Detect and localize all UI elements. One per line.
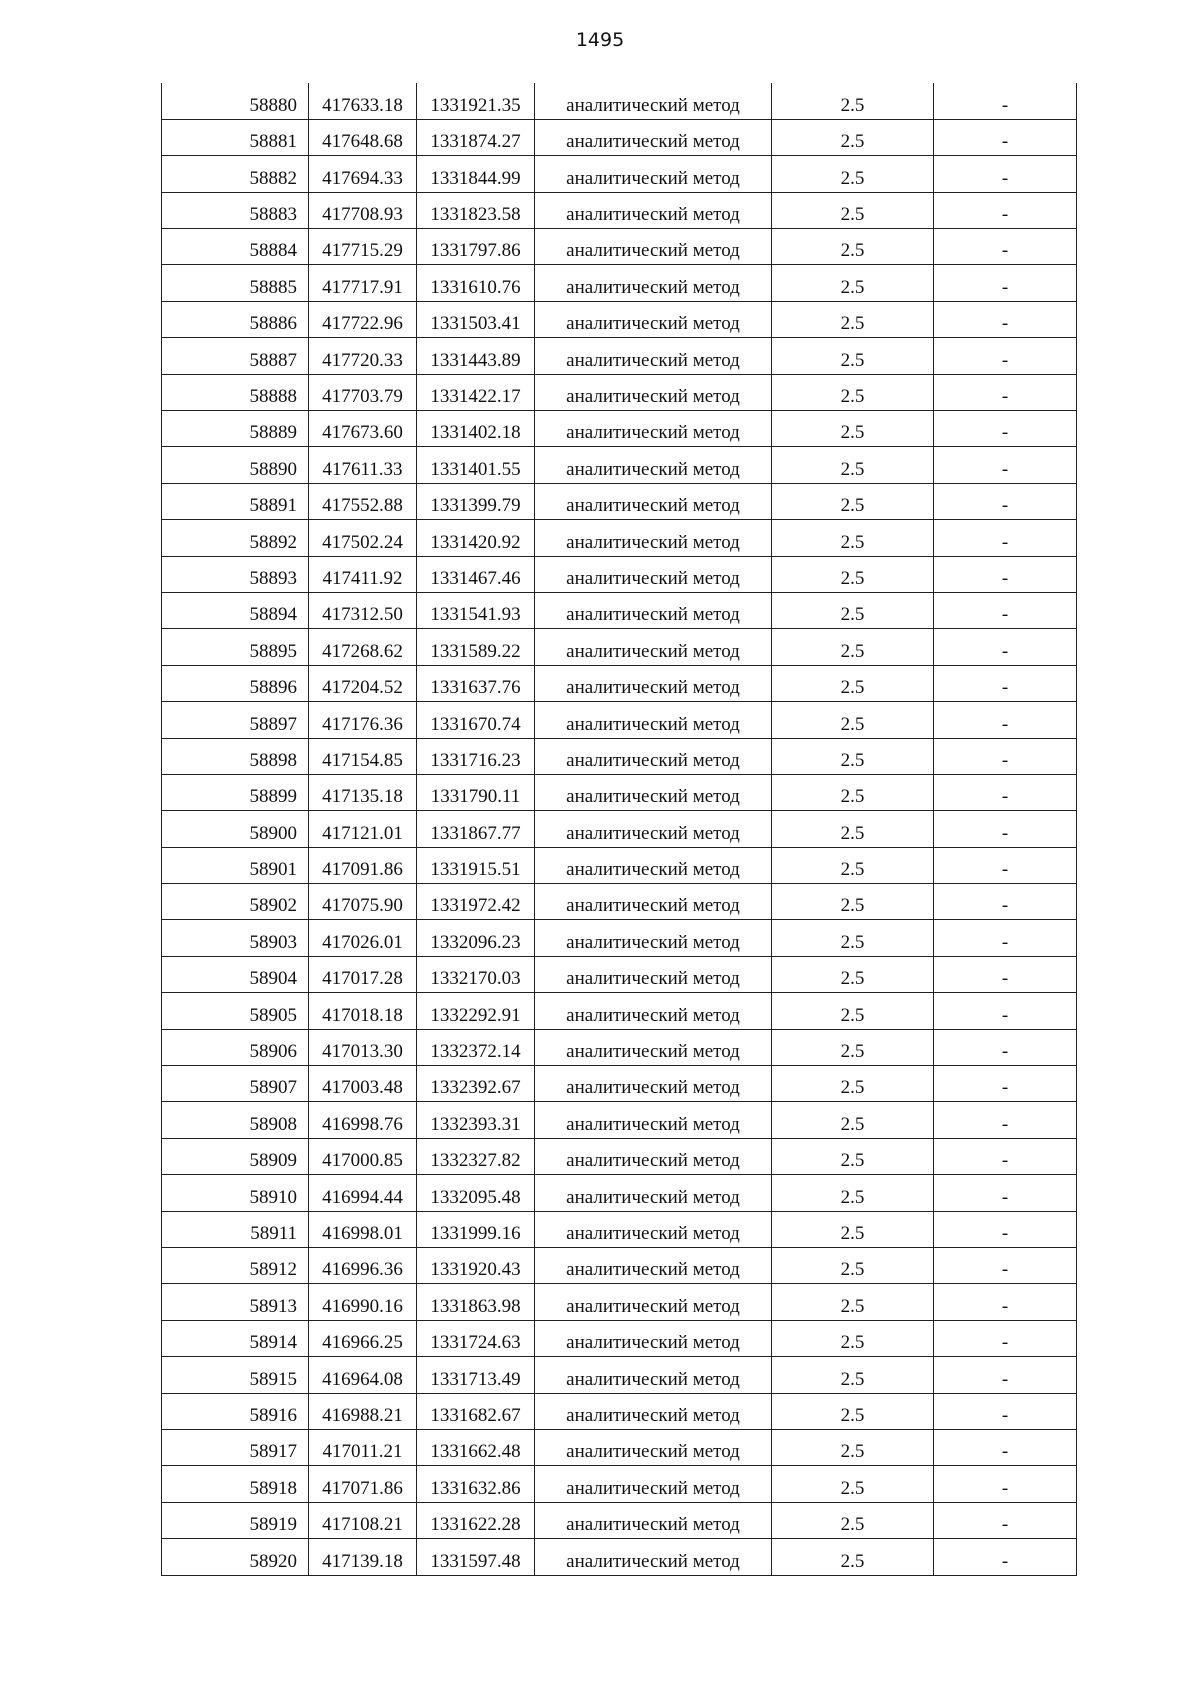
y-coordinate-cell: 1331401.55 xyxy=(417,447,535,483)
table-row xyxy=(162,1429,1077,1465)
point-number-cell: 58891 xyxy=(162,483,309,519)
error-cell: 2.5 xyxy=(772,811,934,847)
point-number-cell: 58890 xyxy=(162,447,309,483)
table-row xyxy=(162,993,1077,1029)
y-coordinate-cell: 1331443.89 xyxy=(417,338,535,374)
y-coordinate-cell: 1331632.86 xyxy=(417,1466,535,1502)
error-cell: 2.5 xyxy=(772,447,934,483)
x-coordinate-cell: 417091.86 xyxy=(309,847,417,883)
note-cell: - xyxy=(934,1502,1077,1538)
note-cell: - xyxy=(934,592,1077,628)
note-cell: - xyxy=(934,411,1077,447)
method-cell: аналитический метод xyxy=(535,411,772,447)
y-coordinate-cell: 1331823.58 xyxy=(417,192,535,228)
error-cell: 2.5 xyxy=(772,1502,934,1538)
x-coordinate-cell: 416996.36 xyxy=(309,1248,417,1284)
point-number-cell: 58883 xyxy=(162,192,309,228)
x-coordinate-cell: 417720.33 xyxy=(309,338,417,374)
table-row xyxy=(162,1393,1077,1429)
y-coordinate-cell: 1332095.48 xyxy=(417,1175,535,1211)
note-cell: - xyxy=(934,956,1077,992)
y-coordinate-cell: 1331541.93 xyxy=(417,592,535,628)
point-number-cell: 58907 xyxy=(162,1066,309,1102)
error-cell: 2.5 xyxy=(772,1320,934,1356)
note-cell: - xyxy=(934,1539,1077,1575)
error-cell: 2.5 xyxy=(772,702,934,738)
y-coordinate-cell: 1331662.48 xyxy=(417,1429,535,1465)
error-cell: 2.5 xyxy=(772,993,934,1029)
note-cell: - xyxy=(934,119,1077,155)
table-row xyxy=(162,847,1077,883)
y-coordinate-cell: 1331597.48 xyxy=(417,1539,535,1575)
method-cell: аналитический метод xyxy=(535,156,772,192)
table-row xyxy=(162,592,1077,628)
point-number-cell: 58915 xyxy=(162,1357,309,1393)
error-cell: 2.5 xyxy=(772,301,934,337)
x-coordinate-cell: 417411.92 xyxy=(309,556,417,592)
error-cell: 2.5 xyxy=(772,1029,934,1065)
x-coordinate-cell: 417611.33 xyxy=(309,447,417,483)
table-row xyxy=(162,229,1077,265)
x-coordinate-cell: 416994.44 xyxy=(309,1175,417,1211)
y-coordinate-cell: 1332096.23 xyxy=(417,920,535,956)
note-cell: - xyxy=(934,993,1077,1029)
table-row xyxy=(162,811,1077,847)
y-coordinate-cell: 1331399.79 xyxy=(417,483,535,519)
point-number-cell: 58905 xyxy=(162,993,309,1029)
x-coordinate-cell: 416998.01 xyxy=(309,1211,417,1247)
y-coordinate-cell: 1332393.31 xyxy=(417,1102,535,1138)
error-cell: 2.5 xyxy=(772,1284,934,1320)
error-cell: 2.5 xyxy=(772,1429,934,1465)
method-cell: аналитический метод xyxy=(535,1466,772,1502)
method-cell: аналитический метод xyxy=(535,1393,772,1429)
point-number-cell: 58916 xyxy=(162,1393,309,1429)
x-coordinate-cell: 417703.79 xyxy=(309,374,417,410)
coordinates-table xyxy=(161,83,1077,1576)
method-cell: аналитический метод xyxy=(535,1539,772,1575)
method-cell: аналитический метод xyxy=(535,811,772,847)
x-coordinate-cell: 417139.18 xyxy=(309,1539,417,1575)
point-number-cell: 58901 xyxy=(162,847,309,883)
table-row xyxy=(162,1466,1077,1502)
table-row xyxy=(162,265,1077,301)
note-cell: - xyxy=(934,1320,1077,1356)
y-coordinate-cell: 1332392.67 xyxy=(417,1066,535,1102)
error-cell: 2.5 xyxy=(772,483,934,519)
x-coordinate-cell: 417011.21 xyxy=(309,1429,417,1465)
method-cell: аналитический метод xyxy=(535,1102,772,1138)
point-number-cell: 58918 xyxy=(162,1466,309,1502)
method-cell: аналитический метод xyxy=(535,956,772,992)
note-cell: - xyxy=(934,1429,1077,1465)
y-coordinate-cell: 1331724.63 xyxy=(417,1320,535,1356)
point-number-cell: 58919 xyxy=(162,1502,309,1538)
point-number-cell: 58914 xyxy=(162,1320,309,1356)
point-number-cell: 58885 xyxy=(162,265,309,301)
x-coordinate-cell: 417312.50 xyxy=(309,592,417,628)
table-row xyxy=(162,156,1077,192)
table-row xyxy=(162,629,1077,665)
note-cell: - xyxy=(934,665,1077,701)
point-number-cell: 58892 xyxy=(162,520,309,556)
note-cell: - xyxy=(934,629,1077,665)
method-cell: аналитический метод xyxy=(535,1138,772,1174)
error-cell: 2.5 xyxy=(772,229,934,265)
x-coordinate-cell: 417633.18 xyxy=(309,83,417,119)
error-cell: 2.5 xyxy=(772,1102,934,1138)
y-coordinate-cell: 1331999.16 xyxy=(417,1211,535,1247)
y-coordinate-cell: 1331874.27 xyxy=(417,119,535,155)
error-cell: 2.5 xyxy=(772,920,934,956)
x-coordinate-cell: 417268.62 xyxy=(309,629,417,665)
method-cell: аналитический метод xyxy=(535,993,772,1029)
point-number-cell: 58893 xyxy=(162,556,309,592)
point-number-cell: 58880 xyxy=(162,83,309,119)
point-number-cell: 58898 xyxy=(162,738,309,774)
x-coordinate-cell: 417176.36 xyxy=(309,702,417,738)
x-coordinate-cell: 417075.90 xyxy=(309,884,417,920)
y-coordinate-cell: 1331589.22 xyxy=(417,629,535,665)
method-cell: аналитический метод xyxy=(535,1357,772,1393)
method-cell: аналитический метод xyxy=(535,592,772,628)
note-cell: - xyxy=(934,774,1077,810)
note-cell: - xyxy=(934,1066,1077,1102)
note-cell: - xyxy=(934,229,1077,265)
point-number-cell: 58913 xyxy=(162,1284,309,1320)
point-number-cell: 58920 xyxy=(162,1539,309,1575)
table-row xyxy=(162,119,1077,155)
error-cell: 2.5 xyxy=(772,884,934,920)
y-coordinate-cell: 1332292.91 xyxy=(417,993,535,1029)
x-coordinate-cell: 417121.01 xyxy=(309,811,417,847)
point-number-cell: 58896 xyxy=(162,665,309,701)
table-row xyxy=(162,374,1077,410)
note-cell: - xyxy=(934,1393,1077,1429)
y-coordinate-cell: 1331670.74 xyxy=(417,702,535,738)
method-cell: аналитический метод xyxy=(535,629,772,665)
method-cell: аналитический метод xyxy=(535,884,772,920)
method-cell: аналитический метод xyxy=(535,119,772,155)
note-cell: - xyxy=(934,702,1077,738)
error-cell: 2.5 xyxy=(772,665,934,701)
method-cell: аналитический метод xyxy=(535,920,772,956)
method-cell: аналитический метод xyxy=(535,1248,772,1284)
x-coordinate-cell: 417648.68 xyxy=(309,119,417,155)
error-cell: 2.5 xyxy=(772,956,934,992)
table-row xyxy=(162,83,1077,119)
table-row xyxy=(162,556,1077,592)
method-cell: аналитический метод xyxy=(535,1175,772,1211)
y-coordinate-cell: 1331716.23 xyxy=(417,738,535,774)
error-cell: 2.5 xyxy=(772,1211,934,1247)
error-cell: 2.5 xyxy=(772,1357,934,1393)
table-row xyxy=(162,665,1077,701)
error-cell: 2.5 xyxy=(772,192,934,228)
note-cell: - xyxy=(934,738,1077,774)
x-coordinate-cell: 416964.08 xyxy=(309,1357,417,1393)
x-coordinate-cell: 417722.96 xyxy=(309,301,417,337)
x-coordinate-cell: 417108.21 xyxy=(309,1502,417,1538)
note-cell: - xyxy=(934,811,1077,847)
note-cell: - xyxy=(934,920,1077,956)
x-coordinate-cell: 417717.91 xyxy=(309,265,417,301)
method-cell: аналитический метод xyxy=(535,229,772,265)
error-cell: 2.5 xyxy=(772,1393,934,1429)
error-cell: 2.5 xyxy=(772,1539,934,1575)
y-coordinate-cell: 1331713.49 xyxy=(417,1357,535,1393)
method-cell: аналитический метод xyxy=(535,447,772,483)
note-cell: - xyxy=(934,374,1077,410)
error-cell: 2.5 xyxy=(772,847,934,883)
note-cell: - xyxy=(934,483,1077,519)
y-coordinate-cell: 1331610.76 xyxy=(417,265,535,301)
method-cell: аналитический метод xyxy=(535,1066,772,1102)
table-row xyxy=(162,774,1077,810)
error-cell: 2.5 xyxy=(772,1466,934,1502)
method-cell: аналитический метод xyxy=(535,265,772,301)
x-coordinate-cell: 416990.16 xyxy=(309,1284,417,1320)
method-cell: аналитический метод xyxy=(535,1320,772,1356)
point-number-cell: 58900 xyxy=(162,811,309,847)
y-coordinate-cell: 1331972.42 xyxy=(417,884,535,920)
table-row xyxy=(162,1175,1077,1211)
y-coordinate-cell: 1332372.14 xyxy=(417,1029,535,1065)
table-row xyxy=(162,1029,1077,1065)
error-cell: 2.5 xyxy=(772,338,934,374)
method-cell: аналитический метод xyxy=(535,338,772,374)
x-coordinate-cell: 416998.76 xyxy=(309,1102,417,1138)
table-row xyxy=(162,1102,1077,1138)
note-cell: - xyxy=(934,265,1077,301)
method-cell: аналитический метод xyxy=(535,665,772,701)
error-cell: 2.5 xyxy=(772,738,934,774)
x-coordinate-cell: 417026.01 xyxy=(309,920,417,956)
table-row xyxy=(162,483,1077,519)
table-row xyxy=(162,702,1077,738)
point-number-cell: 58904 xyxy=(162,956,309,992)
x-coordinate-cell: 417715.29 xyxy=(309,229,417,265)
error-cell: 2.5 xyxy=(772,520,934,556)
error-cell: 2.5 xyxy=(772,265,934,301)
y-coordinate-cell: 1331920.43 xyxy=(417,1248,535,1284)
note-cell: - xyxy=(934,1029,1077,1065)
point-number-cell: 58886 xyxy=(162,301,309,337)
note-cell: - xyxy=(934,83,1077,119)
note-cell: - xyxy=(934,192,1077,228)
table-row xyxy=(162,738,1077,774)
x-coordinate-cell: 417013.30 xyxy=(309,1029,417,1065)
x-coordinate-cell: 416966.25 xyxy=(309,1320,417,1356)
method-cell: аналитический метод xyxy=(535,301,772,337)
error-cell: 2.5 xyxy=(772,1248,934,1284)
error-cell: 2.5 xyxy=(772,629,934,665)
error-cell: 2.5 xyxy=(772,556,934,592)
y-coordinate-cell: 1331467.46 xyxy=(417,556,535,592)
point-number-cell: 58884 xyxy=(162,229,309,265)
method-cell: аналитический метод xyxy=(535,556,772,592)
table-row xyxy=(162,301,1077,337)
error-cell: 2.5 xyxy=(772,156,934,192)
point-number-cell: 58897 xyxy=(162,702,309,738)
error-cell: 2.5 xyxy=(772,1066,934,1102)
y-coordinate-cell: 1331503.41 xyxy=(417,301,535,337)
y-coordinate-cell: 1331863.98 xyxy=(417,1284,535,1320)
table-row xyxy=(162,956,1077,992)
method-cell: аналитический метод xyxy=(535,1429,772,1465)
x-coordinate-cell: 417552.88 xyxy=(309,483,417,519)
point-number-cell: 58911 xyxy=(162,1211,309,1247)
note-cell: - xyxy=(934,1248,1077,1284)
method-cell: аналитический метод xyxy=(535,520,772,556)
table-row xyxy=(162,1357,1077,1393)
error-cell: 2.5 xyxy=(772,1175,934,1211)
y-coordinate-cell: 1332170.03 xyxy=(417,956,535,992)
table-row xyxy=(162,192,1077,228)
table-row xyxy=(162,920,1077,956)
point-number-cell: 58910 xyxy=(162,1175,309,1211)
note-cell: - xyxy=(934,1175,1077,1211)
x-coordinate-cell: 417694.33 xyxy=(309,156,417,192)
point-number-cell: 58906 xyxy=(162,1029,309,1065)
table-row xyxy=(162,1284,1077,1320)
note-cell: - xyxy=(934,1284,1077,1320)
note-cell: - xyxy=(934,156,1077,192)
error-cell: 2.5 xyxy=(772,374,934,410)
y-coordinate-cell: 1331622.28 xyxy=(417,1502,535,1538)
point-number-cell: 58894 xyxy=(162,592,309,628)
point-number-cell: 58882 xyxy=(162,156,309,192)
x-coordinate-cell: 417135.18 xyxy=(309,774,417,810)
table-row xyxy=(162,1502,1077,1538)
point-number-cell: 58908 xyxy=(162,1102,309,1138)
note-cell: - xyxy=(934,847,1077,883)
table-row xyxy=(162,1539,1077,1575)
note-cell: - xyxy=(934,556,1077,592)
error-cell: 2.5 xyxy=(772,411,934,447)
error-cell: 2.5 xyxy=(772,1138,934,1174)
point-number-cell: 58909 xyxy=(162,1138,309,1174)
method-cell: аналитический метод xyxy=(535,738,772,774)
y-coordinate-cell: 1331420.92 xyxy=(417,520,535,556)
table-row xyxy=(162,1248,1077,1284)
error-cell: 2.5 xyxy=(772,592,934,628)
point-number-cell: 58917 xyxy=(162,1429,309,1465)
y-coordinate-cell: 1331682.67 xyxy=(417,1393,535,1429)
error-cell: 2.5 xyxy=(772,119,934,155)
y-coordinate-cell: 1331637.76 xyxy=(417,665,535,701)
method-cell: аналитический метод xyxy=(535,192,772,228)
method-cell: аналитический метод xyxy=(535,847,772,883)
point-number-cell: 58899 xyxy=(162,774,309,810)
y-coordinate-cell: 1331915.51 xyxy=(417,847,535,883)
method-cell: аналитический метод xyxy=(535,483,772,519)
point-number-cell: 58887 xyxy=(162,338,309,374)
x-coordinate-cell: 417502.24 xyxy=(309,520,417,556)
point-number-cell: 58902 xyxy=(162,884,309,920)
method-cell: аналитический метод xyxy=(535,1502,772,1538)
x-coordinate-cell: 417071.86 xyxy=(309,1466,417,1502)
note-cell: - xyxy=(934,1357,1077,1393)
table-row xyxy=(162,1211,1077,1247)
method-cell: аналитический метод xyxy=(535,774,772,810)
x-coordinate-cell: 417204.52 xyxy=(309,665,417,701)
y-coordinate-cell: 1331402.18 xyxy=(417,411,535,447)
note-cell: - xyxy=(934,1466,1077,1502)
page-number: 1495 xyxy=(575,29,625,51)
x-coordinate-cell: 417017.28 xyxy=(309,956,417,992)
x-coordinate-cell: 417154.85 xyxy=(309,738,417,774)
method-cell: аналитический метод xyxy=(535,83,772,119)
note-cell: - xyxy=(934,301,1077,337)
y-coordinate-cell: 1331867.77 xyxy=(417,811,535,847)
point-number-cell: 58889 xyxy=(162,411,309,447)
point-number-cell: 58881 xyxy=(162,119,309,155)
method-cell: аналитический метод xyxy=(535,1284,772,1320)
point-number-cell: 58903 xyxy=(162,920,309,956)
x-coordinate-cell: 417673.60 xyxy=(309,411,417,447)
x-coordinate-cell: 417018.18 xyxy=(309,993,417,1029)
point-number-cell: 58888 xyxy=(162,374,309,410)
note-cell: - xyxy=(934,1102,1077,1138)
table-row xyxy=(162,1138,1077,1174)
error-cell: 2.5 xyxy=(772,83,934,119)
error-cell: 2.5 xyxy=(772,774,934,810)
y-coordinate-cell: 1331790.11 xyxy=(417,774,535,810)
table-row xyxy=(162,884,1077,920)
y-coordinate-cell: 1331422.17 xyxy=(417,374,535,410)
note-cell: - xyxy=(934,1138,1077,1174)
table-row xyxy=(162,1320,1077,1356)
note-cell: - xyxy=(934,520,1077,556)
method-cell: аналитический метод xyxy=(535,374,772,410)
point-number-cell: 58895 xyxy=(162,629,309,665)
note-cell: - xyxy=(934,884,1077,920)
coordinates-table-body xyxy=(162,83,1077,1575)
x-coordinate-cell: 416988.21 xyxy=(309,1393,417,1429)
table-row xyxy=(162,338,1077,374)
method-cell: аналитический метод xyxy=(535,1211,772,1247)
x-coordinate-cell: 417000.85 xyxy=(309,1138,417,1174)
x-coordinate-cell: 417003.48 xyxy=(309,1066,417,1102)
note-cell: - xyxy=(934,338,1077,374)
table-row xyxy=(162,447,1077,483)
y-coordinate-cell: 1331797.86 xyxy=(417,229,535,265)
table-row xyxy=(162,1066,1077,1102)
x-coordinate-cell: 417708.93 xyxy=(309,192,417,228)
y-coordinate-cell: 1331921.35 xyxy=(417,83,535,119)
note-cell: - xyxy=(934,1211,1077,1247)
method-cell: аналитический метод xyxy=(535,1029,772,1065)
point-number-cell: 58912 xyxy=(162,1248,309,1284)
table-row xyxy=(162,411,1077,447)
note-cell: - xyxy=(934,447,1077,483)
y-coordinate-cell: 1332327.82 xyxy=(417,1138,535,1174)
table-row xyxy=(162,520,1077,556)
method-cell: аналитический метод xyxy=(535,702,772,738)
y-coordinate-cell: 1331844.99 xyxy=(417,156,535,192)
